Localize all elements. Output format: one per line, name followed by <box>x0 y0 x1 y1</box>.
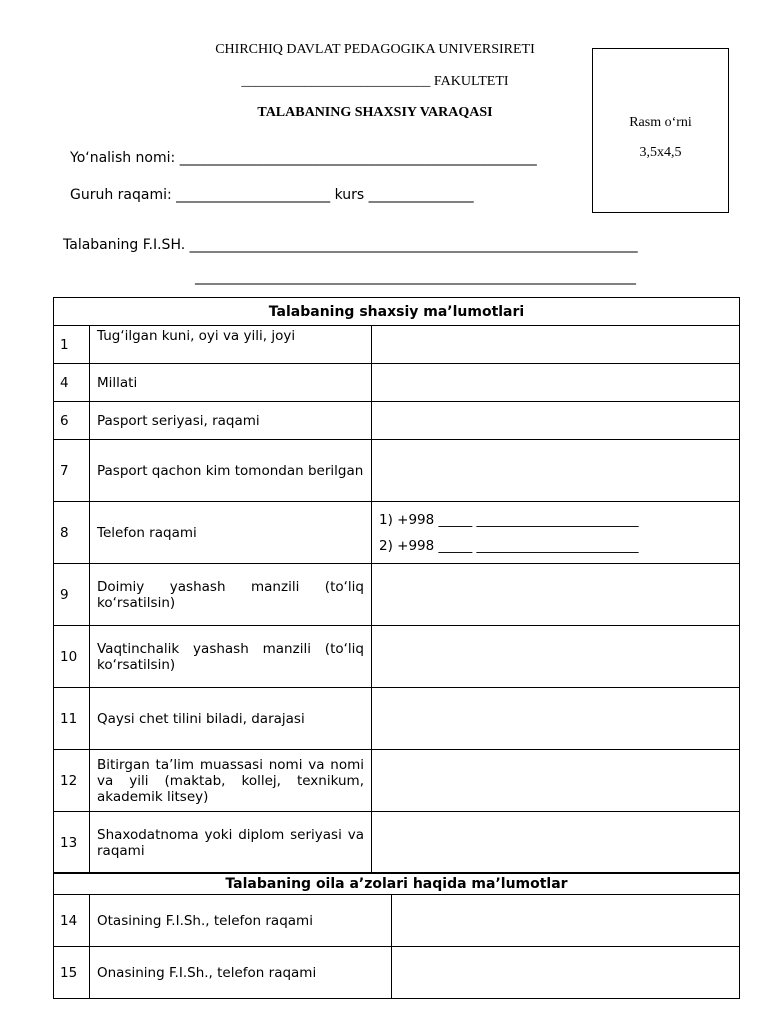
table-heading-row <box>54 298 740 326</box>
row-label: Telefon raqami <box>90 502 372 564</box>
row-label: Pasport seriyasi, raqami <box>90 402 372 440</box>
row-number: 13 <box>54 812 90 874</box>
row-number: 14 <box>54 895 90 947</box>
table-row <box>54 364 740 402</box>
row-value-cell <box>392 895 740 947</box>
direction-name-field: Yo‘nalish nomi: ___________________________________________________ <box>70 150 537 166</box>
row-value-cell <box>372 688 740 750</box>
row-value-cell <box>372 564 740 626</box>
row-value-cell <box>372 626 740 688</box>
row-value-cell <box>372 750 740 812</box>
row-label: Bitirgan ta’lim muassasi nomi va nomi va yili (maktab, kollej, texnikum, akademik litsey) <box>90 750 372 812</box>
photo-placeholder-label: Rasm o‘rni <box>629 115 692 130</box>
document-title: TALABANING SHAXSIY VARAQASI <box>257 105 493 120</box>
personal-info-heading: Talabaning shaxsiy ma’lumotlari <box>54 298 740 326</box>
row-number: 10 <box>54 626 90 688</box>
row-label: Millati <box>90 364 372 402</box>
table-row <box>54 750 740 812</box>
table-row <box>54 947 740 999</box>
row-label: Otasining F.I.Sh., telefon raqami <box>90 895 392 947</box>
row-number: 7 <box>54 440 90 502</box>
row-number: 6 <box>54 402 90 440</box>
phone-value-cell <box>372 502 740 564</box>
student-name-field: Talabaning F.I.SH. ________________________________________________________________ <box>63 237 638 253</box>
row-label: Doimiy yashash manzili (to‘liq ko‘rsatilsin) <box>90 564 372 626</box>
table-row <box>54 626 740 688</box>
row-label: Onasining F.I.Sh., telefon raqami <box>90 947 392 999</box>
phone-line-1: 1) +998 _____ ________________________ <box>379 511 639 528</box>
photo-size-label: 3,5x4,5 <box>639 145 682 160</box>
row-value-cell <box>392 947 740 999</box>
row-value-cell <box>372 440 740 502</box>
family-info-table <box>53 872 740 999</box>
table-row <box>54 688 740 750</box>
row-value-cell <box>372 364 740 402</box>
row-label: Pasport qachon kim tomondan berilgan <box>90 440 372 502</box>
row-number: 4 <box>54 364 90 402</box>
row-number: 11 <box>54 688 90 750</box>
row-value-cell <box>372 812 740 874</box>
row-number: 8 <box>54 502 90 564</box>
group-course-field: Guruh raqami: ______________________ kurs _______________ <box>70 187 474 203</box>
row-number: 9 <box>54 564 90 626</box>
table-row <box>54 326 740 364</box>
phone-line-2: 2) +998 _____ ________________________ <box>379 537 639 554</box>
table-row <box>54 402 740 440</box>
row-value-cell <box>372 326 740 364</box>
row-number: 12 <box>54 750 90 812</box>
table-row <box>54 812 740 874</box>
row-label: Vaqtinchalik yashash manzili (to‘liq ko‘rsatilsin) <box>90 626 372 688</box>
row-label: Shaxodatnoma yoki diplom seriyasi va raqami <box>90 812 372 874</box>
table-row <box>54 440 740 502</box>
table-row <box>54 895 740 947</box>
table-row <box>54 502 740 564</box>
student-name-continuation-line: _______________________________________________________________ <box>195 269 636 285</box>
university-name: CHIRCHIQ DAVLAT PEDAGOGIKA UNIVERSIRETI <box>215 42 535 57</box>
faculty-line: ___________________________ FAKULTETI <box>241 74 509 89</box>
table-row <box>54 564 740 626</box>
family-info-heading: Talabaning oila a’zolari haqida ma’lumotlar <box>54 873 740 895</box>
table-heading-row <box>54 873 740 895</box>
row-value-cell <box>372 402 740 440</box>
row-label: Tug‘ilgan kuni, oyi va yili, joyi <box>90 326 372 364</box>
personal-info-table <box>53 297 740 874</box>
row-label: Qaysi chet tilini biladi, darajasi <box>90 688 372 750</box>
row-number: 1 <box>54 326 90 364</box>
row-number: 15 <box>54 947 90 999</box>
